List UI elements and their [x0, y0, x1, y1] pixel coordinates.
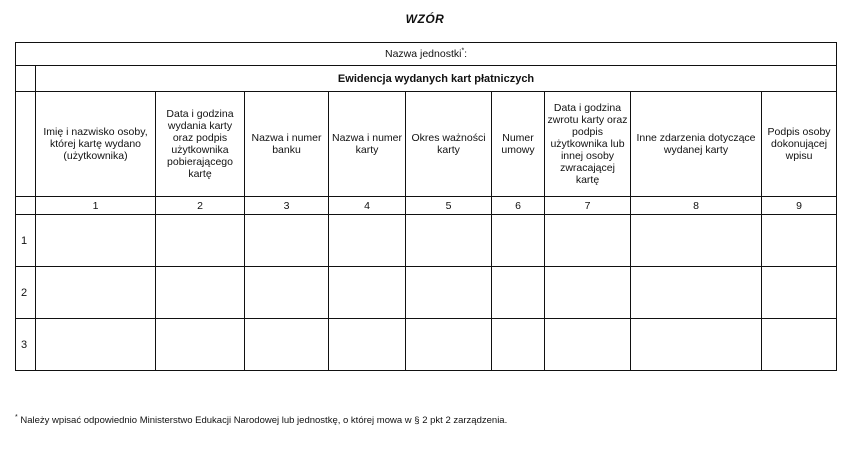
- table-cell[interactable]: [762, 215, 837, 267]
- table-cell[interactable]: [492, 267, 545, 319]
- table-row: [16, 319, 837, 371]
- column-header-3: Nazwa i numer banku: [245, 92, 329, 197]
- column-number-4: 4: [329, 197, 406, 215]
- table-row: [16, 267, 837, 319]
- column-number-5: 5: [406, 197, 492, 215]
- table-cell[interactable]: [492, 319, 545, 371]
- column-header-6: Numer umowy: [492, 92, 545, 197]
- row-number: 3: [16, 319, 36, 371]
- row-number: 2: [16, 267, 36, 319]
- column-header-9: Podpis osoby dokonującej wpisu: [762, 92, 837, 197]
- column-number-9: 9: [762, 197, 837, 215]
- table-cell[interactable]: [545, 319, 631, 371]
- table-cell[interactable]: [36, 215, 156, 267]
- table-cell[interactable]: [631, 319, 762, 371]
- spacer-cell: [16, 197, 36, 215]
- table-cell[interactable]: [406, 267, 492, 319]
- column-number-7: 7: [545, 197, 631, 215]
- table-cell[interactable]: [545, 267, 631, 319]
- column-number-3: 3: [245, 197, 329, 215]
- table-caption: Ewidencja wydanych kart płatniczych: [337, 72, 535, 85]
- column-header-2: Data i godzina wydania karty oraz podpis użytkownika pobierającego kartę: [156, 92, 245, 197]
- table-cell[interactable]: [329, 215, 406, 267]
- spacer-cell: [16, 92, 36, 197]
- table-cell[interactable]: [762, 319, 837, 371]
- unit-name-field[interactable]: [16, 43, 837, 66]
- table-cell[interactable]: [36, 319, 156, 371]
- table-cell[interactable]: [245, 319, 329, 371]
- table-cell[interactable]: [406, 215, 492, 267]
- unit-footnote-mark: *: [461, 47, 465, 55]
- footnote: [15, 415, 507, 426]
- table-cell[interactable]: [36, 267, 156, 319]
- table-cell[interactable]: [762, 267, 837, 319]
- footnote-text: Należy wpisać odpowiednio Ministerstwo Edukacji Narodowej lub jednostkę, o której mowa w § 2 pkt 2 zarządzenia.: [17, 415, 508, 426]
- column-header-5: Okres ważności karty: [406, 92, 492, 197]
- card-register-table: [15, 42, 837, 371]
- table-cell[interactable]: [406, 319, 492, 371]
- spacer-cell: [16, 66, 36, 92]
- column-number-8: 8: [631, 197, 762, 215]
- table-cell[interactable]: [631, 215, 762, 267]
- column-number-1: 1: [36, 197, 156, 215]
- row-number: 1: [16, 215, 36, 267]
- table-cell[interactable]: [329, 267, 406, 319]
- column-header-1: Imię i nazwisko osoby, której kartę wydano (użytkownika): [36, 92, 156, 197]
- table-cell[interactable]: [156, 215, 245, 267]
- column-header-7: Data i godzina zwrotu karty oraz podpis użytkownika lub innej osoby zwracającej kartę: [545, 92, 631, 197]
- column-number-6: 6: [492, 197, 545, 215]
- unit-colon: :: [464, 48, 468, 60]
- table-cell[interactable]: [245, 267, 329, 319]
- table-cell[interactable]: [156, 267, 245, 319]
- column-number-2: 2: [156, 197, 245, 215]
- table-cell[interactable]: [492, 215, 545, 267]
- table-cell[interactable]: [245, 215, 329, 267]
- column-header-8: Inne zdarzenia dotyczące wydanej karty: [631, 92, 762, 197]
- table-row: [16, 215, 837, 267]
- column-header-4: Nazwa i numer karty: [329, 92, 406, 197]
- unit-name-label: Nazwa jednostki: [384, 48, 462, 60]
- table-cell[interactable]: [631, 267, 762, 319]
- page-title: WZÓR: [405, 12, 445, 26]
- table-cell[interactable]: [545, 215, 631, 267]
- footnote-mark: *: [15, 413, 18, 421]
- table-cell[interactable]: [156, 319, 245, 371]
- table-caption-cell: [36, 66, 837, 92]
- table-cell[interactable]: [329, 319, 406, 371]
